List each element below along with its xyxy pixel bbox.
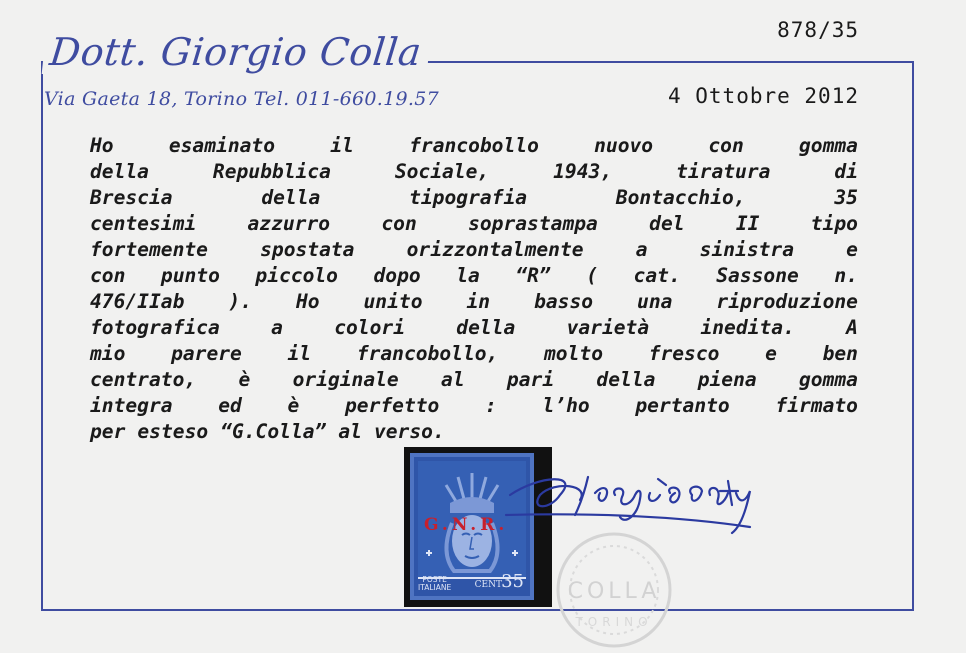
body-word: soprastampa <box>468 212 598 235</box>
body-word: originale <box>292 368 399 391</box>
body-word: in <box>466 290 491 313</box>
body-word: azzurro <box>247 212 331 235</box>
body-word: 476/IIab <box>90 290 185 313</box>
body-word: Ho <box>295 290 320 313</box>
body-word: il <box>287 342 312 365</box>
body-word: mio <box>90 342 126 365</box>
body-word: per <box>90 420 126 443</box>
body-word: con <box>90 264 126 287</box>
expert-name: Dott. Giorgio Colla <box>42 30 432 74</box>
body-word: al <box>441 368 465 391</box>
body-word: spostata <box>260 238 355 261</box>
body-line <box>90 367 858 393</box>
body-word: tiratura <box>676 160 771 183</box>
body-word: centesimi <box>90 212 197 235</box>
body-word: 1943, <box>553 160 613 183</box>
body-word: è <box>287 394 300 417</box>
body-word: francobollo, <box>356 342 499 365</box>
body-word: basso <box>534 290 594 313</box>
body-line <box>90 393 858 419</box>
body-word: Bontacchio, <box>615 186 746 209</box>
body-word: pari <box>506 368 555 391</box>
body-word: a <box>271 316 283 339</box>
certificate-date: 4 Ottobre 2012 <box>667 84 859 108</box>
body-word: della <box>261 186 321 209</box>
body-word: orizzontalmente <box>406 238 584 261</box>
body-word: gomma <box>799 134 858 157</box>
body-word: Sassone <box>716 264 799 287</box>
body-word: esaminato <box>168 134 276 157</box>
body-word: e <box>846 238 858 261</box>
stamp-country: POSTE ITALIANE <box>418 575 452 592</box>
svg-text:COLLA: COLLA <box>567 579 661 604</box>
body-word: “G.Colla” <box>220 420 327 443</box>
body-word: colori <box>334 316 405 339</box>
body-word: francobollo <box>409 134 539 157</box>
body-word: la <box>456 264 480 287</box>
body-word: con <box>381 212 417 235</box>
body-word: il <box>330 134 354 157</box>
body-word: dopo <box>373 264 421 287</box>
body-line <box>90 185 858 211</box>
body-word: gomma <box>798 368 858 391</box>
body-word: riproduzione <box>716 290 858 313</box>
body-line <box>90 263 858 289</box>
body-word: nuovo <box>594 134 654 157</box>
body-word: al <box>338 420 362 443</box>
body-word: inedita. <box>700 316 795 339</box>
body-line <box>90 419 858 445</box>
body-word: perfetto <box>344 394 440 417</box>
body-word: ed <box>218 394 242 417</box>
stamp-value: 35 <box>501 571 524 592</box>
body-word: pertanto <box>635 394 730 417</box>
body-word: piena <box>697 368 757 391</box>
body-word: e <box>765 342 777 365</box>
body-word: a <box>635 238 648 261</box>
body-word: l’ho <box>542 394 590 417</box>
body-word: piccolo <box>255 264 338 287</box>
body-word: verso. <box>373 420 445 443</box>
body-line <box>90 133 858 159</box>
stamp-currency: CENT <box>474 580 502 590</box>
body-word: fresco <box>648 342 720 365</box>
body-word: ( <box>586 264 599 287</box>
stamp-overprint: G.N.R. <box>424 515 509 535</box>
body-word: parere <box>171 342 242 365</box>
body-word: tipografia <box>409 186 528 209</box>
body-word: sinistra <box>699 238 795 261</box>
body-word: varietà <box>566 316 650 339</box>
body-word: unito <box>363 290 423 313</box>
body-word: integra <box>90 394 173 417</box>
body-word: è <box>238 368 251 391</box>
body-word: centrato, <box>90 368 197 391</box>
body-line <box>90 159 858 185</box>
body-word: Sociale, <box>394 160 490 183</box>
body-word: II <box>735 212 760 235</box>
certificate-body <box>90 133 858 445</box>
body-word: 35 <box>834 186 858 209</box>
body-word: punto <box>160 264 220 287</box>
body-word: “R” <box>515 264 551 287</box>
expert-address: Via Gaeta 18, Torino Tel. 011-660.19.57 <box>44 88 440 110</box>
body-word: fotografica <box>90 316 220 339</box>
body-word: Brescia <box>90 186 173 209</box>
body-word: Repubblica <box>212 160 331 183</box>
body-word: A <box>846 316 858 339</box>
body-word: del <box>649 212 685 235</box>
body-word: cat. <box>633 264 681 287</box>
body-word: fortemente <box>90 238 208 261</box>
body-line <box>90 211 858 237</box>
body-line <box>90 341 858 367</box>
body-word: ). <box>228 290 252 313</box>
body-word: firmato <box>775 394 858 417</box>
embossed-seal <box>552 528 676 652</box>
body-word: molto <box>544 342 603 365</box>
body-word: della <box>90 160 149 183</box>
svg-text:TORINO: TORINO <box>575 615 653 629</box>
body-word: esteso <box>137 420 209 443</box>
body-word: ben <box>822 342 858 365</box>
body-word: : <box>485 394 497 417</box>
body-word: della <box>456 316 516 339</box>
body-word: di <box>834 160 858 183</box>
body-word: una <box>637 290 673 313</box>
body-word: n. <box>834 264 858 287</box>
body-word: con <box>708 134 744 157</box>
body-line <box>90 315 858 341</box>
body-line <box>90 237 858 263</box>
body-word: tipo <box>810 212 858 235</box>
body-word: della <box>596 368 656 391</box>
certificate-number: 878/35 <box>777 18 859 42</box>
body-line <box>90 289 858 315</box>
body-word: Ho <box>90 134 114 157</box>
